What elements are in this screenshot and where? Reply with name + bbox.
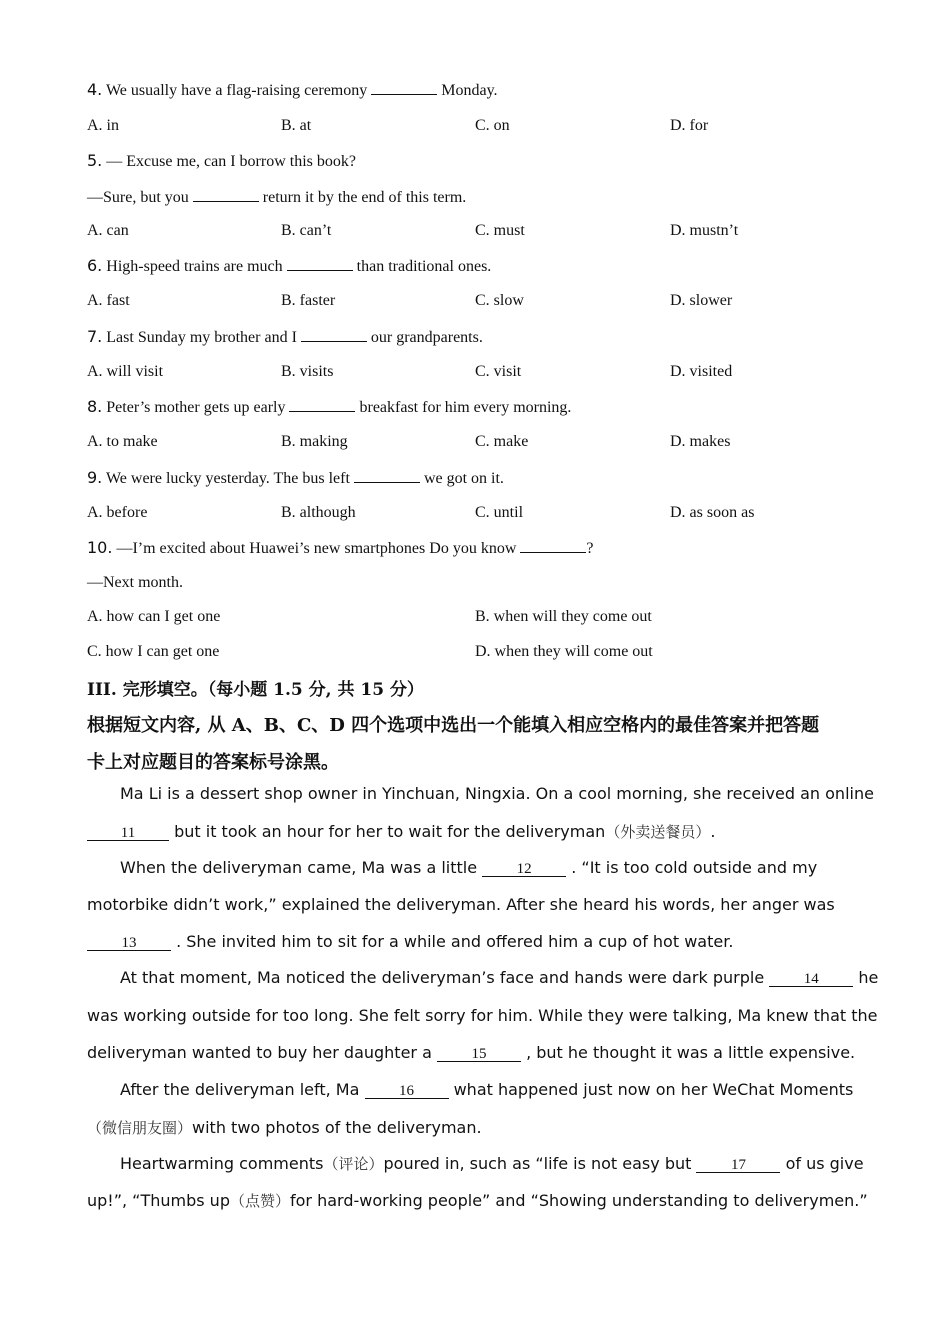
question-8 [87, 397, 571, 417]
option-d: D. mustn’t [670, 222, 739, 239]
answer-blank [301, 327, 367, 342]
passage-text: with two photos of the deliveryman. [192, 1118, 482, 1137]
question-5-reply [87, 187, 466, 207]
passage-text: . “It is too cold outside and my [566, 858, 818, 877]
option-d: D. for [670, 117, 709, 134]
section-title: III. 完形填空。（每小题 1.5 分, 共 15 分） [87, 680, 424, 700]
blank-17: 17 [696, 1158, 780, 1173]
option-d: D. visited [670, 363, 733, 380]
question-stem-end: Monday. [437, 82, 498, 99]
passage-text: deliveryman wanted to buy her daughter a [87, 1043, 437, 1062]
passage-line [120, 968, 878, 987]
question-stem-end: than traditional ones. [352, 258, 492, 275]
question-number: 5. [87, 151, 103, 170]
chinese-gloss: （外卖送餐员） [605, 823, 711, 841]
passage-line: Ma Li is a dessert shop owner in Yinchuan, Ningxia. On a cool morning, she received an online [120, 784, 874, 803]
question-number: 6. [87, 256, 103, 275]
question-number: 4. [87, 80, 103, 99]
option-d: D. makes [670, 433, 731, 450]
answer-blank [289, 397, 355, 412]
passage-line [120, 1153, 864, 1174]
passage-text: , but he thought it was a little expensive. [520, 1043, 856, 1062]
question-stem-end: breakfast for him every morning. [355, 399, 572, 416]
answer-blank [371, 80, 437, 95]
question-stem: We were lucky yesterday. The bus left [102, 470, 354, 487]
section-instruction-cont: 卡上对应题目的答案标号涂黑。 [87, 752, 339, 773]
question-number: 8. [87, 397, 103, 416]
reply-end: return it by the end of this term. [258, 189, 467, 206]
passage-line [87, 821, 715, 842]
option-a: A. how can I get one [87, 608, 221, 625]
option-b: B. although [281, 504, 356, 521]
option-b: B. at [281, 117, 312, 134]
passage-text: he [853, 968, 879, 987]
passage-line: was working outside for too long. She felt sorry for him. While they were talking, Ma knew that the [87, 1006, 878, 1025]
question-10-reply: —Next month. [87, 574, 183, 591]
answer-blank [520, 538, 586, 553]
passage-text: After the deliveryman left, Ma [120, 1080, 365, 1099]
option-b: B. when will they come out [475, 608, 652, 625]
option-b: B. can’t [281, 222, 332, 239]
blank-16: 16 [365, 1084, 449, 1099]
passage-line [87, 1190, 868, 1211]
answer-blank [193, 187, 259, 202]
question-stem-end: we got on it. [419, 470, 504, 487]
passage-text: Heartwarming comments [120, 1154, 324, 1173]
option-b: B. faster [281, 292, 336, 309]
passage-line [87, 1117, 482, 1138]
passage-text: but it took an hour for her to wait for the deliveryman [169, 822, 606, 841]
option-a: A. in [87, 117, 119, 134]
passage-text: up!”, “Thumbs up [87, 1191, 230, 1210]
passage-line [87, 1043, 855, 1062]
question-number: 7. [87, 327, 103, 346]
chinese-gloss: （评论） [323, 1155, 384, 1173]
option-a: A. before [87, 504, 148, 521]
question-9 [87, 468, 504, 488]
passage-text: of us give [780, 1154, 864, 1173]
option-b: B. visits [281, 363, 334, 380]
question-number: 10. [87, 538, 113, 557]
passage-line [87, 932, 733, 951]
reply-start: —Sure, but you [87, 189, 193, 206]
question-5 [87, 151, 356, 171]
section-instruction: 根据短文内容, 从 A、B、C、D 四个选项中选出一个能填入相应空格内的最佳答案并把答题 [87, 715, 820, 736]
answer-blank [287, 256, 353, 271]
option-c: C. on [475, 117, 510, 134]
passage-text: poured in, such as “life is not easy but [383, 1154, 697, 1173]
question-10 [87, 538, 593, 558]
passage-line: motorbike didn’t work,” explained the deliveryman. After she heard his words, her anger was [87, 895, 835, 914]
option-d: D. slower [670, 292, 733, 309]
question-stem: Last Sunday my brother and I [102, 329, 301, 346]
option-a: A. will visit [87, 363, 164, 380]
option-d: D. as soon as [670, 504, 755, 521]
passage-text: When the deliveryman came, Ma was a little [120, 858, 483, 877]
option-a: A. to make [87, 433, 158, 450]
answer-blank [354, 468, 420, 483]
question-stem: Peter’s mother gets up early [102, 399, 290, 416]
question-stem: —I’m excited about Huawei’s new smartphones Do you know [112, 540, 521, 557]
option-a: A. fast [87, 292, 130, 309]
passage-text: what happened just now on her WeChat Moments [448, 1080, 854, 1099]
option-d: D. when they will come out [475, 643, 653, 660]
chinese-gloss: （微信朋友圈） [87, 1119, 193, 1137]
chinese-gloss: （点赞） [229, 1192, 290, 1210]
question-stem-end: ? [586, 540, 594, 557]
question-7 [87, 327, 483, 347]
passage-text: . [710, 822, 716, 841]
question-stem-end: our grandparents. [366, 329, 483, 346]
passage-text: for hard-working people” and “Showing understanding to deliverymen.” [290, 1191, 868, 1210]
question-stem: — Excuse me, can I borrow this book? [102, 153, 356, 170]
blank-15: 15 [437, 1047, 521, 1062]
option-c: C. how I can get one [87, 643, 220, 660]
option-a: A. can [87, 222, 129, 239]
blank-11: 11 [87, 826, 169, 841]
option-c: C. until [475, 504, 524, 521]
question-stem: We usually have a flag-raising ceremony [102, 82, 372, 99]
blank-12: 12 [482, 862, 566, 877]
option-c: C. slow [475, 292, 524, 309]
option-c: C. make [475, 433, 529, 450]
blank-14: 14 [769, 972, 853, 987]
option-c: C. visit [475, 363, 522, 380]
passage-text: . She invited him to sit for a while and offered him a cup of hot water. [171, 932, 734, 951]
passage-line [120, 858, 817, 877]
question-number: 9. [87, 468, 103, 487]
option-c: C. must [475, 222, 525, 239]
question-6 [87, 256, 491, 276]
question-stem: High-speed trains are much [102, 258, 287, 275]
option-b: B. making [281, 433, 348, 450]
passage-text: At that moment, Ma noticed the deliveryman’s face and hands were dark purple [120, 968, 770, 987]
question-4 [87, 80, 498, 100]
passage-line [120, 1080, 853, 1099]
blank-13: 13 [87, 936, 171, 951]
